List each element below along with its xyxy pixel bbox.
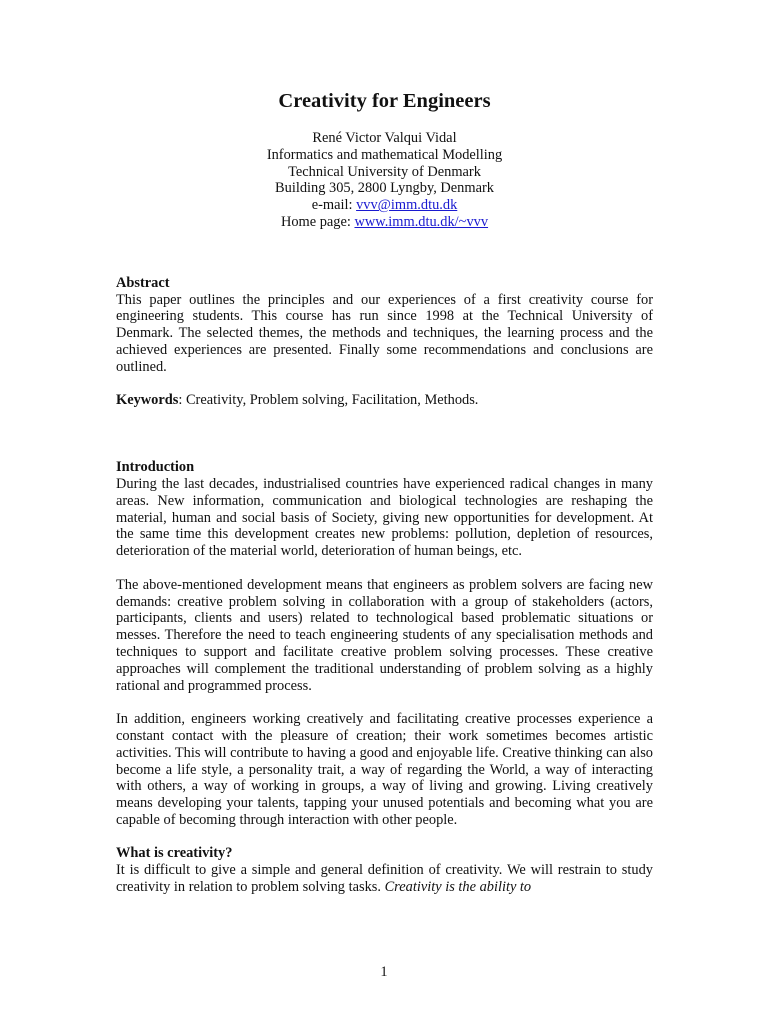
- what-is-creativity-body: It is difficult to give a simple and general definition of creativity. We will restrain to study creativity in relation to problem solving tasks.: [116, 862, 653, 896]
- introduction-paragraph-2: The above-mentioned development means that engineers as problem solvers are facing new demands: creative problem solving in collaboration with a group of stakeholders (actors, participants, clients and users) related to technological based problematic situations or messes. Therefore the need to teach engineering students of any specialisation methods and techniques to support and facilitate creative problem solving processes. These creative approaches will complement the traditional understanding of problem solving as a highly rational and programmed process.: [116, 576, 653, 694]
- abstract-text: This paper outlines the principles and our experiences of a first creativity course for engineering students. This course has run since 1998 at the Technical University of Denmark. The selected themes, the methods and techniques, the learning process and the achieved experiences are presented. Finally some recommendations and conclusions are outlined.: [116, 291, 653, 375]
- author-email-line: [116, 197, 653, 214]
- paper-title: Creativity for Engineers: [278, 90, 491, 112]
- keywords-section: [116, 392, 653, 409]
- author-block: [116, 130, 653, 231]
- homepage-label: Home page:: [280, 213, 355, 230]
- abstract-heading: Abstract: [116, 274, 170, 291]
- author-department: Informatics and mathematical Modelling: [266, 146, 503, 163]
- introduction-paragraph-1: During the last decades, industrialised countries have experienced radical changes in many areas. New information, communication and biological technologies are reshaping the material, human and social basis of Society, giving new opportunities for development. At the same time this development creates new problems: pollution, depletion of resources, deterioration of the material world, deterioration of human beings, etc.: [116, 475, 653, 560]
- introduction-heading: Introduction: [116, 459, 195, 476]
- abstract-section: [116, 275, 653, 376]
- what-is-creativity-text: [116, 862, 653, 896]
- introduction-paragraph-3: In addition, engineers working creatively and facilitating creative processes experience a constant contact with the pleasure of creation; their work sometimes becomes artistic activities. This will contribute to having a good and enjoyable life. Creative thinking can also become a life style, a personality trait, a way of regarding the World, a way of interacting with others, a way of working in groups, a way of living and growing. Living creatively means developing your talents, tapping your unused potentials and becoming what you are capable of becoming through interaction with other people.: [116, 711, 653, 828]
- what-is-creativity-italic: Creativity is the ability to: [384, 879, 532, 896]
- homepage-link[interactable]: www.imm.dtu.dk/~vvv: [354, 213, 489, 230]
- author-address: Building 305, 2800 Lyngby, Denmark: [275, 180, 494, 197]
- what-is-creativity-section: [116, 845, 653, 895]
- introduction-section: [116, 459, 653, 829]
- keywords-text: : Creativity, Problem solving, Facilitation, Methods.: [178, 392, 479, 409]
- email-label: e-mail:: [311, 197, 357, 214]
- author-homepage-line: [116, 214, 653, 231]
- author-name: René Victor Valqui Vidal: [312, 130, 457, 146]
- author-university: Technical University of Denmark: [288, 163, 481, 180]
- keywords-line: [116, 392, 653, 409]
- keywords-label: Keywords: [116, 392, 179, 409]
- page-number: 1: [380, 964, 388, 980]
- what-is-creativity-heading: What is creativity?: [116, 845, 233, 862]
- paper-page: [116, 86, 653, 896]
- email-link[interactable]: vvv@imm.dtu.dk: [356, 197, 458, 214]
